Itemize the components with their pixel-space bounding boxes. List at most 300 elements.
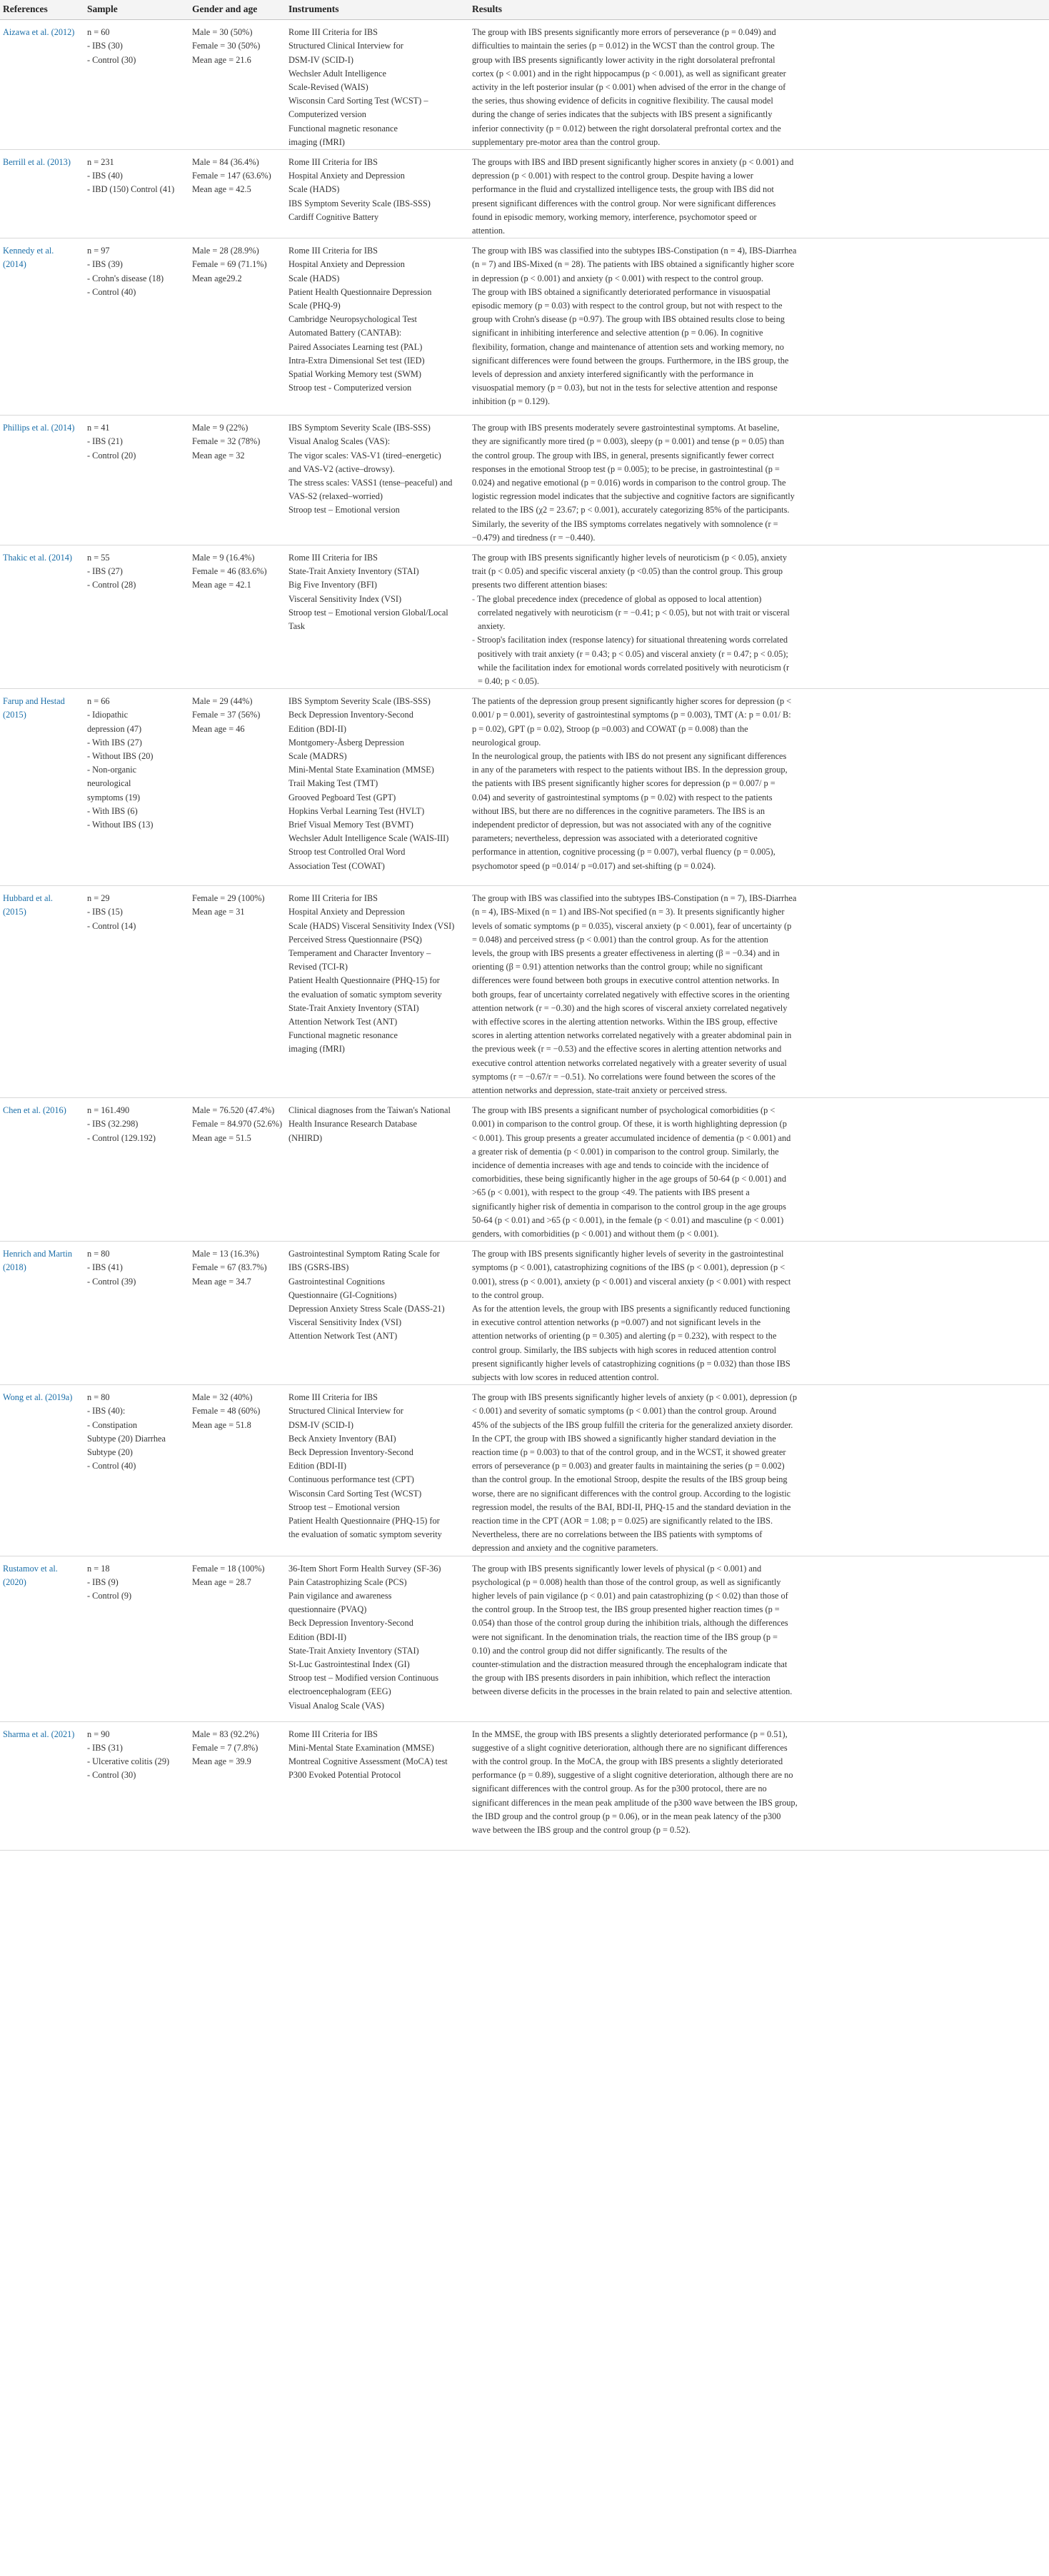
instruments-cell-line: Trail Making Test (TMT) — [288, 778, 378, 789]
gender-age-cell-line: Mean age = 21.6 — [192, 54, 251, 65]
reference-link[interactable] — [0, 1556, 84, 1721]
sample-cell-line: n = 29 — [87, 893, 110, 904]
results-cell-line: inhibition (p = 0.129). — [472, 396, 551, 407]
instruments-cell — [286, 20, 469, 150]
results-cell — [469, 886, 1049, 1098]
results-cell-line: found in episodic memory, working memory, interference, psychomotor speed or — [472, 211, 757, 222]
reference-link-line[interactable]: (2020) — [3, 1576, 26, 1587]
table-row — [0, 20, 1049, 150]
gender-age-cell-line: Male = 13 (16.3%) — [192, 1249, 259, 1259]
sample-cell-line: - IBS (40) — [87, 171, 123, 181]
instruments-cell-line: Rome III Criteria for IBS — [288, 157, 378, 168]
reference-link-line[interactable]: Thakic et al. (2014) — [3, 553, 72, 563]
results-cell-line: errors of perseverance (p = 0.003) and greater faults in maintaining the series (p = 0.002) — [472, 1461, 785, 1471]
instruments-cell-line: Edition (BDI-II) — [288, 723, 346, 734]
instruments-cell-line: Grooved Pegboard Test (GPT) — [288, 792, 396, 803]
gender-age-cell — [189, 416, 286, 545]
results-cell-line: p = 0.02), GPT (p = 0.02), Stroop (p =0.003) and COWAT (p = 0.008) than the — [472, 723, 748, 734]
results-cell-line: present significantly higher levels of catastrophizing cognitions (p = 0.032) than those IBS — [472, 1358, 790, 1369]
results-cell — [469, 1242, 1049, 1385]
instruments-cell-line: electroencephalogram (EEG) — [288, 1686, 391, 1697]
instruments-cell-line: Patient Health Questionnaire (PHQ-15) for — [288, 1516, 440, 1526]
results-cell-line: 0.04) and severity of gastrointestinal symptoms (p = 0.02) with respect to the patients — [472, 792, 773, 803]
results-cell-line: In the MMSE, the group with IBS presents a slightly deteriorated performance (p = 0.51), — [472, 1729, 788, 1739]
sample-cell-line: symptoms (19) — [87, 792, 141, 803]
instruments-cell-line: Big Five Inventory (BFI) — [288, 580, 377, 590]
results-cell-line: counter-stimulation and the distraction measured through the encephalogram indicate that — [472, 1659, 788, 1670]
results-cell-line: symptoms (p < 0.001), catastrophizing cognitions of the IBS (p < 0.001), depression (p < — [472, 1262, 786, 1273]
results-cell-line: suggestive of a slight cognitive deterioration, although there are no significant differences — [472, 1742, 788, 1753]
instruments-cell-line: State-Trait Anxiety Inventory (STAI) — [288, 1002, 419, 1013]
instruments-cell-line: Wisconsin Card Sorting Test (WCST) – — [288, 96, 428, 106]
gender-age-cell — [189, 545, 286, 689]
sample-cell-line: - IBS (21) — [87, 436, 123, 447]
sample-cell-line: n = 80 — [87, 1249, 110, 1259]
instruments-cell-line: The stress scales: VASS1 (tense–peaceful) and — [288, 478, 453, 488]
instruments-cell-line: Wechsler Adult Intelligence Scale (WAIS-III) — [288, 833, 449, 844]
results-cell-line: than the control group. In the emotional Stroop, despite the results of the IBS group being — [472, 1474, 788, 1485]
reference-link[interactable] — [0, 1721, 84, 1850]
gender-age-cell-line: Female = 32 (78%) — [192, 436, 261, 447]
instruments-cell-line: Spatial Working Memory test (SWM) — [288, 369, 421, 380]
header-references: References — [0, 0, 84, 20]
sample-cell-line: - Constipation — [87, 1419, 138, 1430]
instruments-cell-line: Visual Analog Scale (VAS) — [288, 1700, 384, 1711]
results-cell-line: The group with IBS presents significantly more errors of perseverance (p = 0.049) and — [472, 27, 776, 38]
results-cell-line: without IBS, but there are no differences in the cognitive parameters. The IBS is an — [472, 805, 766, 816]
results-cell-line: with effective scores in the alerting attention networks. Within the IBS group, effective — [472, 1016, 778, 1027]
sample-cell-line: - Control (9) — [87, 1591, 132, 1601]
results-cell-line: psychological (p = 0.008) health than those of the control group, as well as significantly — [472, 1576, 781, 1587]
results-cell-line: attention networks of orienting (p = 0.305) and alerting (p = 0.232), with respect to the — [472, 1331, 777, 1342]
instruments-cell — [286, 238, 469, 416]
instruments-cell-line: State-Trait Anxiety Inventory (STAI) — [288, 566, 419, 577]
sample-cell-line: - IBS (40): — [87, 1406, 126, 1417]
header-results: Results — [469, 0, 1049, 20]
reference-link-line[interactable]: Phillips et al. (2014) — [3, 423, 75, 433]
gender-age-cell-line: Male = 9 (16.4%) — [192, 553, 255, 563]
reference-link-line[interactable]: Farup and Hestad — [3, 696, 65, 707]
results-cell-line: −0.479) and tiredness (r = −0.440). — [472, 532, 596, 543]
gender-age-cell — [189, 886, 286, 1098]
instruments-cell-line: Stroop test – Emotional version — [288, 505, 400, 515]
gender-age-cell-line: Male = 32 (40%) — [192, 1392, 253, 1403]
results-cell-line: differences were found between both groups in executive control attention networks. In — [472, 975, 780, 986]
results-cell-line: control group. Similarly, the IBS subjects with high scores in reduced attention control — [472, 1344, 777, 1355]
instruments-cell-line: Cardiff Cognitive Battery — [288, 211, 379, 222]
sample-cell-line: n = 18 — [87, 1563, 110, 1574]
instruments-cell-line: St-Luc Gastrointestinal Index (GI) — [288, 1659, 410, 1670]
instruments-cell-line: VAS-S2 (relaxed–worried) — [288, 491, 383, 502]
results-cell-line: in executive control attention networks (p =0.007) and not significant levels in the — [472, 1317, 761, 1328]
instruments-cell-line: 36-Item Short Form Health Survey (SF-36) — [288, 1563, 441, 1574]
instruments-cell-line: Visceral Sensitivity Index (VSI) — [288, 1317, 402, 1328]
reference-link[interactable] — [0, 238, 84, 416]
instruments-cell-line: Mini-Mental State Examination (MMSE) — [288, 765, 434, 775]
instruments-cell-line: and VAS-V2 (active–drowsy). — [288, 463, 395, 474]
table-row — [0, 1242, 1049, 1385]
instruments-cell-line: Visual Analog Scales (VAS): — [288, 436, 391, 447]
results-cell-line: 0.001) in comparison to the control group. Of these, it is worth highlighting depression (p — [472, 1119, 787, 1129]
instruments-cell-line: Clinical diagnoses from the Taiwan's National — [288, 1105, 451, 1116]
results-cell-line: performance in the fluid and crystallized intelligence tests, the group with IBS did not — [472, 184, 774, 195]
sample-cell-line: - Control (20) — [87, 450, 136, 461]
sample-cell — [84, 1098, 189, 1242]
reference-link-line[interactable]: Chen et al. (2016) — [3, 1105, 66, 1116]
instruments-cell-line: Revised (TCI-R) — [288, 962, 348, 972]
results-cell-line: inferior connectivity (p = 0.012) between the right dorsolateral prefrontal cortex and the — [472, 123, 781, 134]
reference-link[interactable] — [0, 150, 84, 238]
results-cell-line: the patients with IBS present significantly higher scores for depression (p = 0.007/ p = — [472, 778, 776, 789]
results-cell-line: cortex (p < 0.001) and in the right hippocampus (p < 0.001), as well as significant greater — [472, 68, 786, 79]
results-bullet-line: correlated negatively with neuroticism (r = −0.41; p < 0.05), but not with trait or visceral — [478, 607, 790, 618]
instruments-cell-line: IBS Symptom Severity Scale (IBS-SSS) — [288, 423, 431, 433]
results-cell-line: executive control attention networks correlated negatively with a greater severity of usual — [472, 1057, 787, 1068]
instruments-cell-line: Stroop test - Computerized version — [288, 383, 412, 393]
instruments-cell-line: Rome III Criteria for IBS — [288, 1729, 378, 1739]
reference-link-line[interactable]: Hubbard et al. — [3, 893, 53, 904]
results-cell — [469, 150, 1049, 238]
results-cell-line: were not significant. In the denomination trials, the reaction time of the IBS group (p = — [472, 1631, 778, 1642]
sample-cell-line: - IBS (39) — [87, 259, 123, 270]
results-cell-line: As for the attention levels, the group with IBS presents a significantly reduced functioning — [472, 1304, 790, 1314]
results-cell-line: (n = 7) and IBS-Mixed (n = 28). The patients with IBS obtained a significantly higher score — [472, 259, 795, 270]
instruments-cell-line: IBS Symptom Severity Scale (IBS-SSS) — [288, 198, 431, 208]
gender-age-cell-line: Female = 7 (7.8%) — [192, 1742, 259, 1753]
results-cell-line: significant differences with the control group. As for the p300 protocol, there are no — [472, 1783, 767, 1794]
results-cell-line: attention. — [472, 226, 506, 236]
results-cell-line: attention networks and depression, state-trait anxiety or perceived stress. — [472, 1085, 728, 1095]
results-cell-line: The group with IBS presents significantly higher levels of neuroticism (p < 0.05), anxiety — [472, 553, 787, 563]
instruments-cell-line: Health Insurance Research Database — [288, 1119, 417, 1129]
results-cell-line: 50-64 (p < 0.01) and >65 (p < 0.001), in the female (p < 0.01) and masculine (p < 0.001) — [472, 1214, 784, 1225]
results-cell-line: logistic regression model indicates that the subjective and cognitive factors are significantly — [472, 491, 795, 502]
instruments-cell-line: Structured Clinical Interview for — [288, 41, 403, 51]
reference-link-line[interactable]: Sharma et al. (2021) — [3, 1729, 75, 1739]
reference-link-line[interactable]: Wong et al. (2019a) — [3, 1392, 73, 1403]
results-cell-line: trait (p < 0.05) and specific visceral anxiety (p <0.05) than the control group. This group — [472, 566, 783, 577]
instruments-cell-line: Edition (BDI-II) — [288, 1461, 346, 1471]
sample-cell — [84, 1556, 189, 1721]
gender-age-cell-line: Mean age = 46 — [192, 723, 245, 734]
instruments-cell-line: DSM-IV (SCID-I) — [288, 54, 353, 65]
gender-age-cell — [189, 20, 286, 150]
instruments-cell-line: The vigor scales: VAS-V1 (tired–energetic) — [288, 450, 441, 461]
sample-cell-line: n = 60 — [87, 27, 110, 38]
results-cell — [469, 416, 1049, 545]
results-cell-line: The group with IBS presents significantly higher levels of anxiety (p < 0.001), depression (p — [472, 1392, 797, 1403]
sample-cell-line: - Control (28) — [87, 580, 136, 590]
reference-link-line[interactable]: (2014) — [3, 259, 26, 270]
results-cell-line: in depression (p < 0.001) and anxiety (p < 0.001) with respect to the control group. — [472, 273, 763, 283]
sample-cell-line: - Control (30) — [87, 1770, 136, 1781]
table-row — [0, 238, 1049, 416]
results-cell-line: performance in attention, cognitive processing (p = 0.007), verbal fluency (p = 0.005), — [472, 847, 776, 857]
instruments-cell-line: Patient Health Questionnaire (PHQ-15) for — [288, 975, 440, 986]
instruments-cell-line: Rome III Criteria for IBS — [288, 553, 378, 563]
instruments-cell-line: Scale (HADS) Visceral Sensitivity Index (VSI) — [288, 920, 455, 931]
sample-cell-line: - IBS (27) — [87, 566, 123, 577]
instruments-cell-line: Patient Health Questionnaire Depression — [288, 286, 432, 297]
results-cell-line: they are significantly more tired (p = 0.003), sleepy (p = 0.001) and tense (p = 0.05) than — [472, 436, 785, 447]
instruments-cell-line: Continuous performance test (CPT) — [288, 1474, 414, 1485]
sample-cell-line: Subtype (20) Diarrhea — [87, 1433, 166, 1444]
reference-link[interactable] — [0, 20, 84, 150]
instruments-cell-line: Rome III Criteria for IBS — [288, 27, 378, 38]
results-cell-line: depression (p < 0.001) with respect to the control group. Despite having a lower — [472, 171, 753, 181]
gender-age-cell-line: Female = 46 (83.6%) — [192, 566, 267, 577]
results-cell-line: the control group. The group with IBS, in general, presents significantly fewer correct — [472, 450, 774, 461]
results-cell-line: in any of the parameters with respect to the patients without IBS. In the depression group, — [472, 765, 788, 775]
reference-link-line[interactable]: Berrill et al. (2013) — [3, 157, 71, 168]
reference-link[interactable] — [0, 1242, 84, 1385]
instruments-cell — [286, 1098, 469, 1242]
table-row — [0, 545, 1049, 689]
table-row — [0, 1098, 1049, 1242]
results-cell-line: The group with IBS presents a significant number of psychological comorbidities (p < — [472, 1105, 776, 1116]
results-cell-line: 0.024) and negative emotional (p = 0.016) words in comparison to the control group. The — [472, 478, 786, 488]
sample-cell-line: depression (47) — [87, 723, 142, 734]
table-body — [0, 20, 1049, 1850]
results-cell-line: the series, thus showing evidence of deficits in cognitive flexibility. The causal model — [472, 96, 773, 106]
gender-age-cell — [189, 1242, 286, 1385]
results-cell-line: 45% of the subjects of the IBS group fulfill the criteria for the generalized anxiety disorder. — [472, 1419, 793, 1430]
results-cell-line: scores in alerting attention networks correlated negatively with a greater abdominal pain in — [472, 1030, 792, 1041]
sample-cell-line: n = 41 — [87, 423, 110, 433]
instruments-cell-line: Hospital Anxiety and Depression — [288, 171, 405, 181]
instruments-cell-line: Gastrointestinal Cognitions — [288, 1276, 385, 1287]
instruments-cell-line: Cambridge Neuropsychological Test — [288, 314, 417, 325]
instruments-cell-line: State-Trait Anxiety Inventory (STAI) — [288, 1645, 419, 1656]
gender-age-cell — [189, 689, 286, 886]
instruments-cell-line: the evaluation of somatic symptom severity — [288, 1529, 442, 1540]
sample-cell-line: n = 66 — [87, 696, 110, 707]
instruments-cell-line: questionnaire (PVAQ) — [288, 1604, 367, 1615]
instruments-cell — [286, 1721, 469, 1850]
header-instruments: Instruments — [286, 0, 469, 20]
instruments-cell-line: Montgomery-Åsberg Depression — [288, 737, 404, 748]
reference-link-line[interactable]: Henrich and Martin — [3, 1249, 72, 1259]
results-cell-line: depression and anxiety and the cognitive parameters. — [472, 1543, 658, 1554]
reference-link[interactable] — [0, 416, 84, 545]
sample-cell-line: n = 90 — [87, 1729, 110, 1739]
reference-link-line[interactable]: Rustamov et al. — [3, 1563, 58, 1574]
instruments-cell-line: Mini-Mental State Examination (MMSE) — [288, 1742, 434, 1753]
instruments-cell-line: Attention Network Test (ANT) — [288, 1331, 398, 1342]
results-cell-line: difficulties to maintain the series (p = 0.012) in the WCST than the control group. The — [472, 41, 775, 51]
gender-age-cell-line: Mean age = 51.5 — [192, 1132, 251, 1143]
reference-link[interactable] — [0, 545, 84, 689]
results-cell-line: the group with IBS presents disorders in pain inhibition, which reflect the interaction — [472, 1673, 771, 1684]
results-cell-line: incidence of dementia increases with age and tends to coincide with the incidence of — [472, 1159, 769, 1170]
results-cell-line: The group with IBS presents moderately severe gastrointestinal symptoms. At baseline, — [472, 423, 780, 433]
gender-age-cell — [189, 1556, 286, 1721]
instruments-cell-line: Montreal Cognitive Assessment (MoCA) test — [288, 1756, 448, 1767]
header-row — [0, 0, 1049, 20]
table-row — [0, 150, 1049, 238]
results-cell-line: presents two different attention biases: — [472, 580, 608, 590]
sample-cell-line: - With IBS (27) — [87, 737, 142, 748]
reference-link-line[interactable]: (2015) — [3, 907, 26, 917]
instruments-cell-line: Hopkins Verbal Learning Test (HVLT) — [288, 805, 425, 816]
gender-age-cell-line: Mean age = 31 — [192, 907, 245, 917]
sample-cell — [84, 1385, 189, 1556]
gender-age-cell-line: Female = 147 (63.6%) — [192, 171, 271, 181]
results-cell-line: a greater risk of dementia (p < 0.001) in comparison to the control group. Similarly, the — [472, 1146, 779, 1157]
results-cell-line: worse, there are no significant differences with the control group. According to the logistic — [472, 1488, 791, 1499]
reference-link-line[interactable]: (2018) — [3, 1262, 26, 1273]
results-cell — [469, 1556, 1049, 1721]
sample-cell — [84, 1721, 189, 1850]
sample-cell-line: - Idiopathic — [87, 710, 129, 720]
gender-age-cell-line: Female = 37 (56%) — [192, 710, 261, 720]
instruments-cell-line: Functional magnetic resonance — [288, 123, 398, 134]
gender-age-cell-line: Mean age = 51.8 — [192, 1419, 251, 1430]
results-cell-line: group with Crohn's disease (p =0.97). The group with IBS obtained results close to being — [472, 314, 785, 325]
gender-age-cell-line: Female = 18 (100%) — [192, 1563, 265, 1574]
gender-age-cell-line: Female = 48 (60%) — [192, 1406, 261, 1417]
results-cell-line: genders, with comorbidities (p < 0.001) and without them (p < 0.001). — [472, 1228, 719, 1239]
table-header — [0, 0, 1049, 20]
reference-link[interactable] — [0, 1098, 84, 1242]
gender-age-cell-line: Mean age = 32 — [192, 450, 245, 461]
instruments-cell-line: DSM-IV (SCID-I) — [288, 1419, 353, 1430]
results-cell-line: orienting (β = 0.91) attention networks than the control group; while no significant — [472, 962, 763, 972]
results-cell-line: reaction time (p = 0.003) to that of the control group, and in the WCST, it showed greater — [472, 1447, 786, 1458]
gender-age-cell-line: Mean age = 28.7 — [192, 1576, 251, 1587]
results-cell-line: The group with IBS was classified into the subtypes IBS-Constipation (n = 7), IBS-Diarrhea — [472, 893, 797, 904]
results-cell-line: significantly higher risk of dementia in comparison to the control group in the age groups — [472, 1201, 786, 1212]
instruments-cell — [286, 886, 469, 1098]
results-bullet-line: while the facilitation index for emotional words correlated positively with neuroticism (r — [478, 662, 790, 673]
sample-cell-line: - Control (39) — [87, 1276, 136, 1287]
results-cell-line: < 0.001). This group presents a greater accumulated incidence of dementia (p < 0.001) and — [472, 1132, 791, 1143]
instruments-cell-line: Wechsler Adult Intelligence — [288, 68, 386, 79]
results-cell-line: subjects with low scores in reduced attention control. — [472, 1372, 659, 1383]
instruments-cell-line: Association Test (COWAT) — [288, 860, 385, 871]
results-cell-line: activity in the left posterior insular (p < 0.001) when advised of the error in the change of — [472, 82, 786, 93]
results-cell-line: group with IBS presents significantly lower activity in the right dorsolateral prefrontal — [472, 54, 776, 65]
gender-age-cell-line: Mean age = 39.9 — [192, 1756, 251, 1767]
results-bullet-line: - Stroop's facilitation index (response latency) for situational threatening words correlated — [472, 633, 1045, 647]
instruments-cell-line: Beck Anxiety Inventory (BAI) — [288, 1433, 396, 1444]
gender-age-cell-line: Female = 84.970 (52.6%) — [192, 1119, 283, 1129]
sample-cell-line: - Crohn's disease (18) — [87, 273, 164, 283]
instruments-cell-line: Task — [288, 621, 306, 632]
results-cell-line: both groups, fear of uncertainty correlated negatively with effective scores in the orienting — [472, 989, 790, 1000]
sample-cell-line: - Ulcerative colitis (29) — [87, 1756, 170, 1767]
reference-link[interactable] — [0, 689, 84, 886]
sample-cell-line: n = 97 — [87, 246, 110, 256]
results-cell-line: Similarly, the severity of the IBS symptoms correlates negatively with somnolence (r = — [472, 518, 778, 529]
results-cell-line: the control group. In the Stroop test, the IBS group presented higher reaction times (p = — [472, 1604, 780, 1615]
sample-cell-line: neurological — [87, 778, 131, 789]
gender-age-cell-line: Male = 29 (44%) — [192, 696, 253, 707]
instruments-cell — [286, 1242, 469, 1385]
sample-cell — [84, 689, 189, 886]
table-row — [0, 1385, 1049, 1556]
results-cell — [469, 238, 1049, 416]
instruments-cell-line: Attention Network Test (ANT) — [288, 1016, 398, 1027]
results-cell-line: supplementary pre-motor area than the control group. — [472, 136, 661, 147]
results-cell-line: The group with IBS obtained a significantly deteriorated performance in visuospatial — [472, 286, 771, 297]
results-cell-line: The group with IBS presents significantly lower levels of physical (p < 0.001) and — [472, 1563, 762, 1574]
results-bullet-line: - The global precedence index (precedence of global as opposed to local attention) — [472, 593, 1045, 606]
gender-age-cell-line: Male = 76.520 (47.4%) — [192, 1105, 275, 1116]
gender-age-cell — [189, 1721, 286, 1850]
table-row — [0, 416, 1049, 545]
reference-link[interactable] — [0, 886, 84, 1098]
instruments-cell-line: Pain vigilance and awareness — [288, 1591, 392, 1601]
results-cell-line: 0.054) than those of the control group during the inhibition trials, although the differences — [472, 1618, 788, 1629]
instruments-cell-line: Hospital Anxiety and Depression — [288, 907, 405, 917]
results-cell-line: < 0.001) and severity of somatic symptoms (p < 0.001) than the control group. Around — [472, 1406, 777, 1417]
results-cell-line: neurological group. — [472, 737, 541, 748]
results-cell — [469, 1385, 1049, 1556]
results-cell-line: to the control group. — [472, 1289, 544, 1300]
results-cell-line: = 0.048) and perceived stress (p < 0.001) than the control group. As for the attention — [472, 934, 768, 945]
sample-cell-line: n = 231 — [87, 157, 114, 168]
reference-link-line[interactable]: Kennedy et al. — [3, 246, 54, 256]
results-cell-line: during the change of series indicates that the subjects with IBS present a significantly — [472, 109, 773, 120]
instruments-cell — [286, 416, 469, 545]
sample-cell-line: n = 161.490 — [87, 1105, 130, 1116]
instruments-cell-line: P300 Evoked Potential Protocol — [288, 1770, 401, 1781]
sample-cell-line: - With IBS (6) — [87, 805, 138, 816]
instruments-cell-line: Stroop test – Emotional version Global/Local — [288, 607, 448, 618]
gender-age-cell-line: Male = 28 (28.9%) — [192, 246, 259, 256]
results-cell — [469, 20, 1049, 150]
gender-age-cell-line: Male = 83 (92.2%) — [192, 1729, 259, 1739]
gender-age-cell — [189, 1385, 286, 1556]
reference-link-line[interactable]: Aizawa et al. (2012) — [3, 27, 75, 38]
results-cell-line: In the neurological group, the patients with IBS do not present any significant differences — [472, 750, 787, 761]
results-cell — [469, 1721, 1049, 1850]
results-cell-line: the IBD group and the control group (p = 0.06), or in the mean peak latency of the p300 — [472, 1811, 781, 1821]
results-cell-line: significant differences in the mean peak amplitude of the p300 wave between the IBS group, — [472, 1797, 798, 1808]
results-cell-line: episodic memory (p = 0.03) with respect to the control group, but not with respect to the — [472, 301, 783, 311]
results-cell-line: with the control group. In the MoCA, the group with IBS presents a slightly deteriorated — [472, 1756, 783, 1767]
gender-age-cell-line: Male = 9 (22%) — [192, 423, 249, 433]
instruments-cell-line: Brief Visual Memory Test (BVMT) — [288, 819, 413, 830]
results-cell-line: levels of depression and anxiety interfered significantly with the performance in — [472, 369, 754, 380]
instruments-cell-line: IBS (GSRS-IBS) — [288, 1262, 349, 1273]
sample-cell-line: - Control (14) — [87, 920, 136, 931]
gender-age-cell-line: Male = 84 (36.4%) — [192, 157, 259, 168]
instruments-cell-line: Intra-Extra Dimensional Set test (IED) — [288, 355, 425, 366]
instruments-cell-line: Wisconsin Card Sorting Test (WCST) — [288, 1488, 422, 1499]
results-cell-line: wave between the IBS group and the control group (p = 0.52). — [472, 1825, 691, 1836]
sample-cell-line: - Control (129.192) — [87, 1132, 156, 1143]
reference-link[interactable] — [0, 1385, 84, 1556]
instruments-cell — [286, 545, 469, 689]
instruments-cell-line: Stroop test Controlled Oral Word — [288, 847, 406, 857]
instruments-cell-line: Rome III Criteria for IBS — [288, 246, 378, 256]
results-cell-line: the previous week (r = −0.53) and the effective scores in alerting attention networks and — [472, 1044, 782, 1055]
results-cell-line: The group with IBS presents significantly higher levels of severity in the gastrointestinal — [472, 1249, 784, 1259]
instruments-cell-line: Scale (PHQ-9) — [288, 301, 341, 311]
header-sample: Sample — [84, 0, 189, 20]
results-cell-line: regression model, the results of the BAI, BDI-II, PHQ-15 and the standard deviation in the — [472, 1501, 791, 1512]
sample-cell-line: - IBS (41) — [87, 1262, 123, 1273]
instruments-cell-line: Questionnaire (GI-Cognitions) — [288, 1289, 397, 1300]
gender-age-cell — [189, 238, 286, 416]
results-bullet-line: anxiety. — [478, 621, 506, 632]
instruments-cell-line: imaging (fMRI) — [288, 136, 345, 147]
instruments-cell-line: IBS Symptom Severity Scale (IBS-SSS) — [288, 696, 431, 707]
reference-link-line[interactable]: (2015) — [3, 710, 26, 720]
results-cell-line: Nevertheless, there are no correlations between the IBS patients with symptoms of — [472, 1529, 763, 1540]
